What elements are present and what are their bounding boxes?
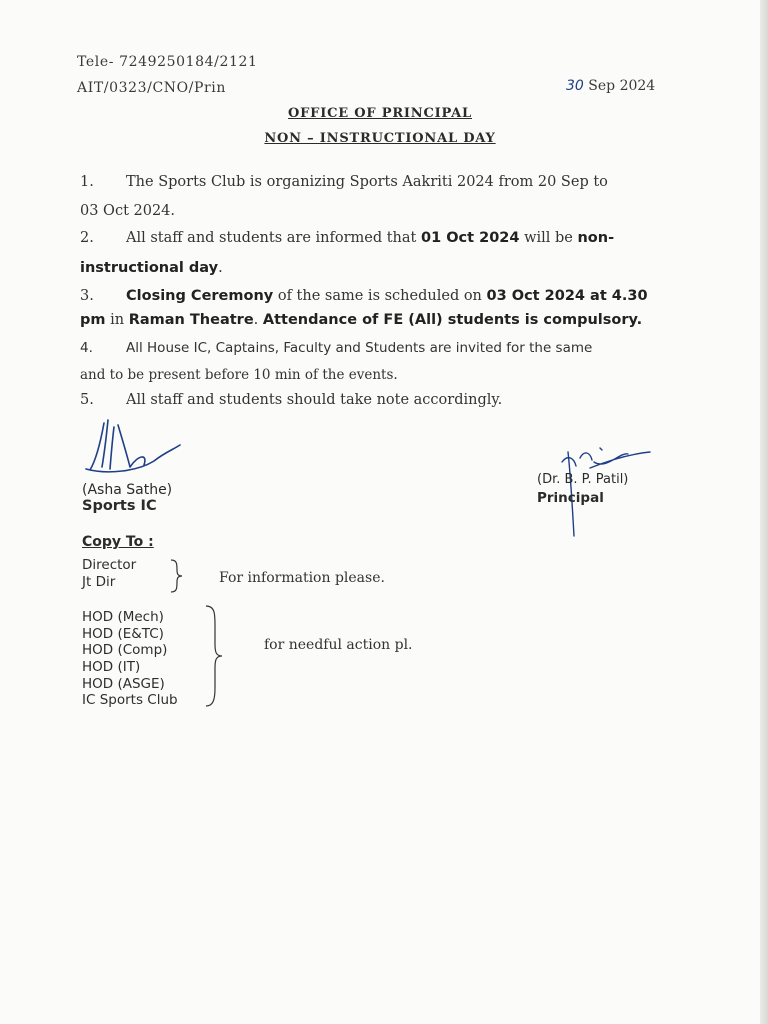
paragraph-2-line-1 <box>80 230 614 246</box>
paragraph-4-line-1 <box>80 340 592 356</box>
paragraph-3-line-2 <box>80 312 642 328</box>
date-month-year: Sep 2024 <box>583 78 656 94</box>
sports-ic-title: Sports IC <box>82 498 157 514</box>
paragraph-1-line-2: 03 Oct 2024. <box>80 203 176 219</box>
paragraph-2-text-b: will be <box>519 230 578 246</box>
paragraph-3-text-a: of the same is scheduled on <box>273 288 487 304</box>
paragraph-2-line-2 <box>80 260 223 276</box>
group-1-brace <box>168 558 184 594</box>
cc-ic-sports-club: IC Sports Club <box>82 692 178 708</box>
cc-hod-it: HOD (IT) <box>82 659 141 675</box>
paragraph-4-text: All House IC, Captains, Faculty and Students are invited for the same <box>126 340 593 356</box>
telephone-number: Tele- 7249250184/2121 <box>77 54 258 70</box>
paragraph-3-line-1 <box>80 288 648 304</box>
paragraph-3-attendance: Attendance of FE (All) students is compulsory <box>262 312 637 328</box>
paragraph-3-text-in: in <box>105 312 129 328</box>
paragraph-3-end: . <box>636 312 643 328</box>
paragraph-1-line-1 <box>80 174 608 190</box>
paragraph-2-non: non- <box>577 230 615 246</box>
paragraph-1-text: The Sports Club is organizing Sports Aakriti 2024 from 20 Sep to <box>126 174 608 190</box>
paragraph-3-number: 3. <box>80 288 94 304</box>
paragraph-3-when: 03 Oct 2024 at 4.30 <box>486 288 648 304</box>
group-2-brace <box>203 604 225 708</box>
paragraph-3-pm: pm <box>80 312 106 328</box>
cc-hod-mech: HOD (Mech) <box>82 609 164 625</box>
paragraph-3-venue: Raman Theatre <box>128 312 254 328</box>
office-heading: OFFICE OF PRINCIPAL <box>288 106 472 121</box>
paragraph-2-instructional-day: instructional day <box>80 260 219 276</box>
paragraph-5-text: All staff and students should take note accordingly. <box>126 392 503 408</box>
group-1-note: For information please. <box>219 570 385 586</box>
paragraph-3-text-dot: . <box>253 312 263 328</box>
principal-title: Principal <box>537 490 604 506</box>
subject-heading: NON – INSTRUCTIONAL DAY <box>264 131 496 146</box>
copy-to-heading: Copy To : <box>82 534 154 550</box>
cc-hod-comp: HOD (Comp) <box>82 642 168 658</box>
paragraph-2-number: 2. <box>80 230 94 246</box>
cc-director: Director <box>82 557 137 573</box>
paragraph-5-number: 5. <box>80 392 94 408</box>
paragraph-4-line-2: and to be present before 10 min of the events. <box>80 367 398 383</box>
paragraph-2-date: 01 Oct 2024 <box>420 230 520 246</box>
paragraph-4-number: 4. <box>80 340 93 356</box>
principal-name: (Dr. B. P. Patil) <box>537 472 629 487</box>
page-edge-shadow <box>760 0 768 1024</box>
reference-number: AIT/0323/CNO/Prin <box>77 80 227 96</box>
sports-ic-signature <box>78 415 188 485</box>
cc-jt-dir: Jt Dir <box>82 574 116 590</box>
cc-hod-asge: HOD (ASGE) <box>82 676 165 692</box>
letter-date <box>566 78 655 94</box>
group-2-note: for needful action pl. <box>264 637 413 653</box>
sports-ic-name: (Asha Sathe) <box>82 482 173 498</box>
cc-hod-entc: HOD (E&TC) <box>82 626 164 642</box>
date-day-handwritten: 30 <box>566 78 584 94</box>
paragraph-2-end: . <box>218 260 223 276</box>
paragraph-3-closing-ceremony: Closing Ceremony <box>126 288 274 304</box>
paragraph-2-text-a: All staff and students are informed that <box>126 230 421 246</box>
paragraph-5 <box>80 392 502 408</box>
paragraph-1-number: 1. <box>80 174 94 190</box>
